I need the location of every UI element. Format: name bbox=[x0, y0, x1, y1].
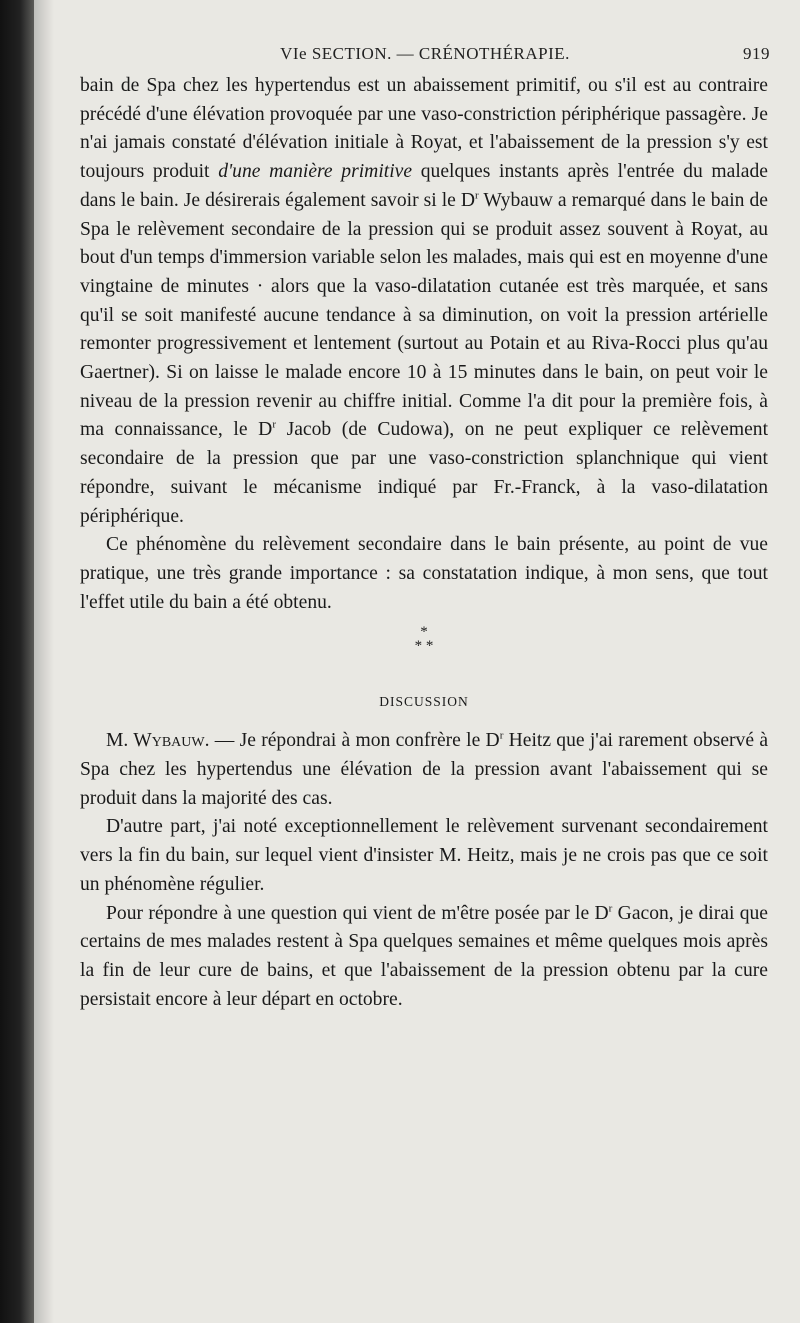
paragraph-exception: D'autre part, j'ai noté exceptionnellement le relèvement survenant secondairement vers la fin du bain, sur lequel vient d'insister M. Heitz, mais je ne crois pas que ce soit un phénomène régulier. bbox=[80, 816, 768, 895]
running-title: VIe SECTION. — CRÉNOTHÉRAPIE. bbox=[280, 44, 570, 63]
page-body bbox=[80, 72, 768, 1014]
paragraph-gacon: Pour répondre à une question qui vient de m'être posée par le $D^r$ Gacon, je dirai que certains de mes malades restent à Spa quelques semaines et même quelques mois après la fin de leur cure de bains, et que l'abaissement de la pression obtenu par la cure persistait encore à leur départ en octobre. bbox=[80, 902, 769, 1010]
page-gutter-shadow bbox=[34, 0, 54, 1323]
italic-phrase: d'une manière primitive bbox=[218, 161, 413, 183]
paragraph-wybauw-reply: M. Wybauw. — Je répondrai à mon confrère le $D^r$ Heitz que j'ai rarement observé à Spa chez les hypertendus une élévation de la pression avant l'abaissement qui se produit dans la majorité des cas. bbox=[80, 729, 769, 809]
running-header bbox=[80, 44, 770, 72]
speaker-name: M. Wybauw. bbox=[106, 730, 210, 752]
paragraph-importance: Ce phénomène du relèvement secondaire dans le bain présente, au point de vue pratique, une très grande importance : sa constatation indique, à mon sens, que tout l'effet utile du bain a été obtenu. bbox=[80, 534, 768, 613]
page-number: 919 bbox=[743, 44, 770, 63]
discussion-heading: DISCUSSION bbox=[379, 694, 469, 710]
scan-margin bbox=[0, 0, 34, 1323]
paragraph-continued: bain de Spa chez les hypertendus est un abaissement primitif, ou s'il est au contraire précédé d'une élévation provoquée par une vaso-constriction périphérique passagère. Je n'ai jamais constaté d'élévation initiale à Royat, et l'abaissement de la pression s'y est toujours produit d'une manière primitive quelques instants après l'entrée du malade dans le bain. Je désirerais également savoir si le $D^r$ Wybauw a remarqué dans le bain de Spa le relèvement secondaire de la pression qui se produit assez souvent à Royat, au bout d'un temps d'immersion variable selon les malades, mais qui est en moyenne d'une vingtaine de minutes · alors que la vaso-dilatation cutanée est très marquée, et sans qu'il se soit manifesté aucune tendance à sa diminution, on voit la pression artérielle remonter progressivement et lentement (surtout au Potain et au Riva-Rocci plus qu'au Gaertner). Si on laisse le malade encore 10 à 15 minutes dans le bain, on peut voir le niveau de la pression revenir au chiffre initial. Comme l'a dit pour la première fois, à ma connaissance, le $D^r$ Jacob (de Cudowa), on ne peut expliquer ce relèvement secondaire de la pression que par une vaso-constriction splanchnique qui vient répondre, suivant le mécanisme indiqué par Fr.-Franck, à la vaso-dilatation périphérique. bbox=[80, 75, 769, 527]
section-separator-asterism: * * * bbox=[414, 624, 434, 655]
